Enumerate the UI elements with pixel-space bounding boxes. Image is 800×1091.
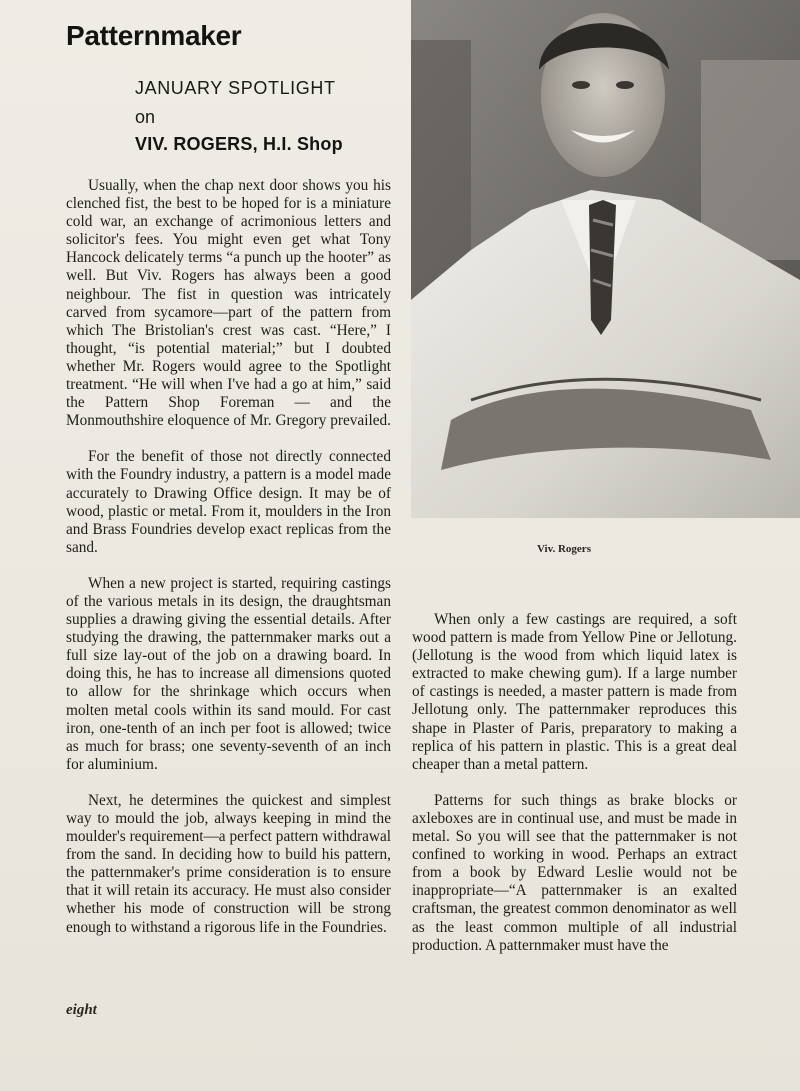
- left-column: [66, 177, 391, 955]
- spotlight-title: JANUARY SPOTLIGHT: [135, 78, 336, 98]
- paragraph: For the benefit of those not directly connected with the Foundry industry, a pattern is a model made accurately to Drawing Office design. It may be of wood, plastic or metal. From it, moulders in the Iron and Brass Foundries develop exact replicas from the sand.: [66, 448, 391, 556]
- portrait-photo: [411, 0, 800, 518]
- paragraph: When only a few castings are required, a soft wood pattern is made from Yellow Pine or Jellotung. (Jellotung is the wood from which liquid latex is extracted to make chewing gum). If a large number of castings is needed, a master pattern is made from Jellotung only. The patternmaker reproduces this shape in Plaster of Paris, preparatory to making a replica of his pattern in plastic. This is a great deal cheaper than a metal pattern.: [412, 611, 737, 773]
- portrait-illustration: [411, 0, 800, 518]
- page-number: eight: [66, 1002, 97, 1018]
- page-heading: Patternmaker: [66, 20, 242, 51]
- paragraph: When a new project is started, requiring castings of the various metals in its design, the draughtsman supplies a drawing giving the essential details. After studying the drawing, the patternmaker marks out a full size lay-out of the job on a drawing board. In doing this, he has to increase all dimensions quoted to allow for the shrinkage which occurs when molten metal cools within its sand mould. For cast iron, one-tenth of an inch per foot is allowed; twice as much for brass; one seventy-seventh of an inch for aluminium.: [66, 574, 391, 773]
- spotlight-on: on: [135, 107, 156, 127]
- paragraph: Patterns for such things as brake blocks or axleboxes are in continual use, and must be made in metal. So you will see that the patternmaker is not confined to working in wood. Perhaps an extract from a book by Edward Leslie would not be inappropriate—“A patternmaker is an exalted craftsman, the greatest common denominator as well as the least common multiple of all industrial production. A patternmaker must have the: [412, 791, 737, 954]
- photo-caption: Viv. Rogers: [537, 543, 591, 555]
- paragraph: Usually, when the chap next door shows you his clenched fist, the best to be hoped for is a miniature cold war, an exchange of acrimonious letters and solicitor's fees. You might even get what Tony Hancock delicately terms “a punch up the hooter” as well. But Viv. Rogers has always been a good neighbour. The fist in question was intricately carved from sycamore—part of the pattern from which The Bristolian's crest was cast. “Here,” I thought, “is potential material;” but I doubted whether Mr. Rogers would agree to the Spotlight treatment. “He will when I've had a go at him,” said the Pattern Shop Foreman — and the Monmouthshire eloquence of Mr. Gregory prevailed.: [66, 177, 391, 430]
- spotlight-name: VIV. ROGERS, H.I. Shop: [135, 134, 343, 154]
- right-column: [412, 611, 737, 973]
- paragraph: Next, he determines the quickest and simplest way to mould the job, always keeping in mind the moulder's requirement—a perfect pattern withdrawal from the sand. In deciding how to build his pattern, the patternmaker's prime consideration is to ensure that it will retain its accuracy. He must also consider whether his mode of construction will be strong enough to withstand a rigorous life in the Foundries.: [66, 791, 391, 936]
